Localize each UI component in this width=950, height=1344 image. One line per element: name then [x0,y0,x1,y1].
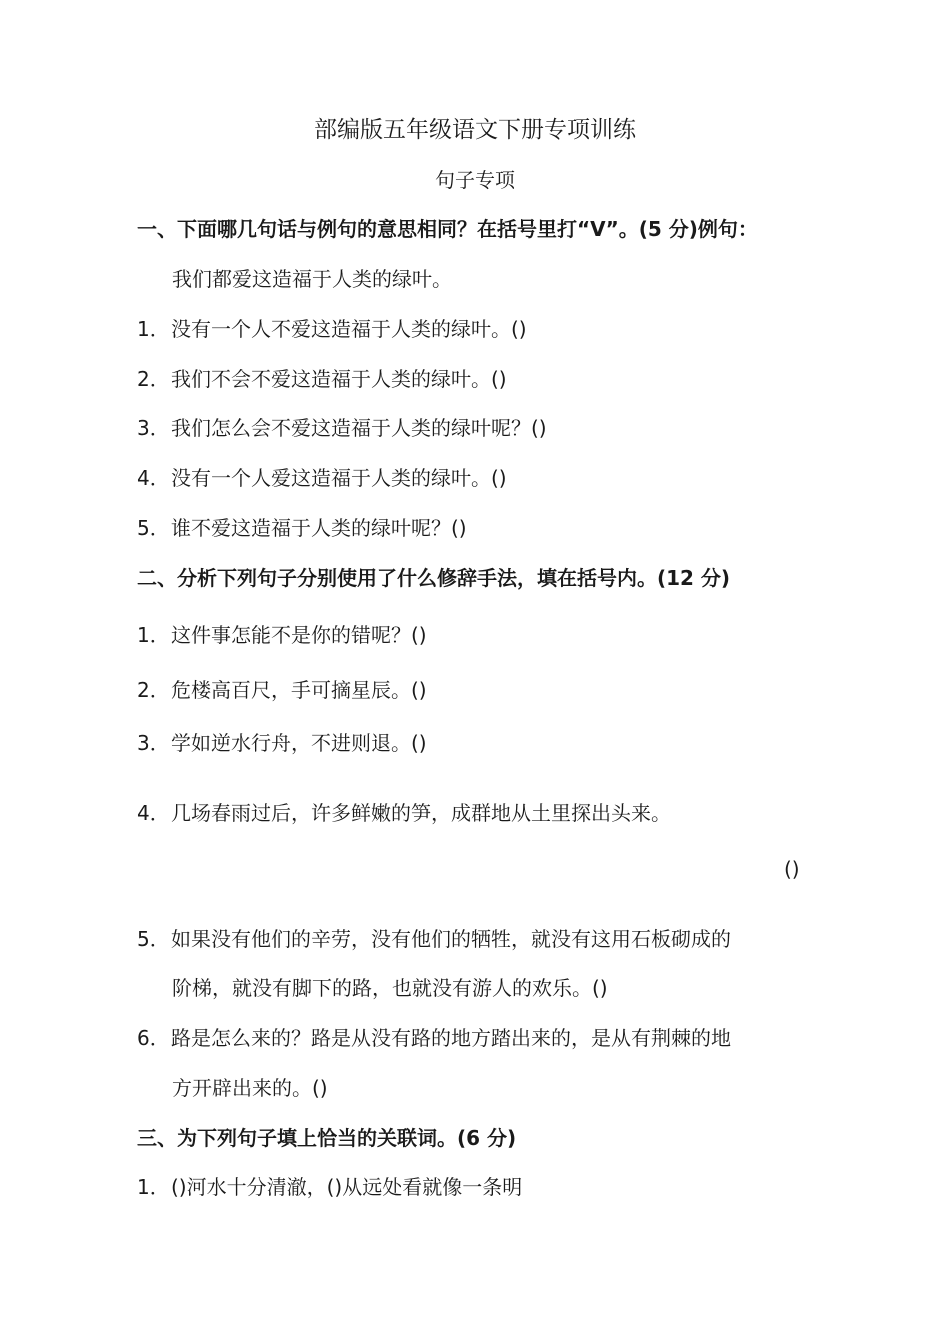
item-text: 几场春雨过后，许多鲜嫩的笋，成群地从土里探出头来。 [171,801,671,825]
section-3-item-1 [137,1173,522,1201]
item-number: 4． [137,466,170,490]
section-2-item-5 [137,925,731,953]
section-1-item-3 [137,414,547,442]
item-number: 3． [137,731,170,755]
item-number: 5． [137,927,170,951]
section-2-item-6 [137,1024,731,1052]
item-text: 这件事怎能不是你的错呢？() [171,623,427,647]
section-1-heading: 一、下面哪几句话与例句的意思相同？在括号里打“V”。(5 分)例句： [137,217,758,241]
item-number: 4． [137,801,170,825]
item-number: 1． [137,317,170,341]
item-number: 2． [137,678,170,702]
item-number: 3． [137,416,170,440]
item-number: 2． [137,367,170,391]
section-2-item-3 [137,729,427,757]
item-number: 6． [137,1026,170,1050]
item-number: 1． [137,623,170,647]
section-2-item-6-continuation: 方开辟出来的。() [172,1076,328,1100]
document-title: 部编版五年级语文下册专项训练 [314,117,636,143]
item-text: 没有一个人爱这造福于人类的绿叶。() [171,466,507,490]
item-text: 危楼高百尺，手可摘星辰。() [171,678,427,702]
item-text: ()河水十分清澈，()从远处看就像一条明 [171,1175,523,1199]
section-2-item-4 [137,799,671,827]
document-subtitle: 句子专项 [435,168,515,192]
section-1-item-5 [137,514,467,542]
section-1-item-1 [137,315,527,343]
section-2-item-4-answer-blank: () [784,857,800,881]
item-text: 谁不爱这造福于人类的绿叶呢？() [171,516,467,540]
item-text: 我们怎么会不爱这造福于人类的绿叶呢？() [171,416,547,440]
section-2-item-2 [137,676,427,704]
section-2-item-5-continuation: 阶梯，就没有脚下的路，也就没有游人的欢乐。() [172,976,608,1000]
item-text: 路是怎么来的？路是从没有路的地方踏出来的，是从有荆棘的地 [171,1026,731,1050]
item-number: 1． [137,1175,170,1199]
section-3-heading: 三、为下列句子填上恰当的关联词。(6 分) [137,1126,517,1150]
item-text: 没有一个人不爱这造福于人类的绿叶。() [171,317,527,341]
item-text: 我们不会不爱这造福于人类的绿叶。() [171,367,507,391]
item-text: 如果没有他们的辛劳，没有他们的牺牲，就没有这用石板砌成的 [171,927,731,951]
section-2-heading: 二、分析下列句子分别使用了什么修辞手法，填在括号内。(12 分) [137,566,731,590]
item-text: 学如逆水行舟，不进则退。() [171,731,427,755]
section-2-item-1 [137,621,427,649]
section-1-item-2 [137,365,507,393]
section-1-example-sentence: 我们都爱这造福于人类的绿叶。 [172,267,452,291]
item-number: 5． [137,516,170,540]
section-1-item-4 [137,464,507,492]
